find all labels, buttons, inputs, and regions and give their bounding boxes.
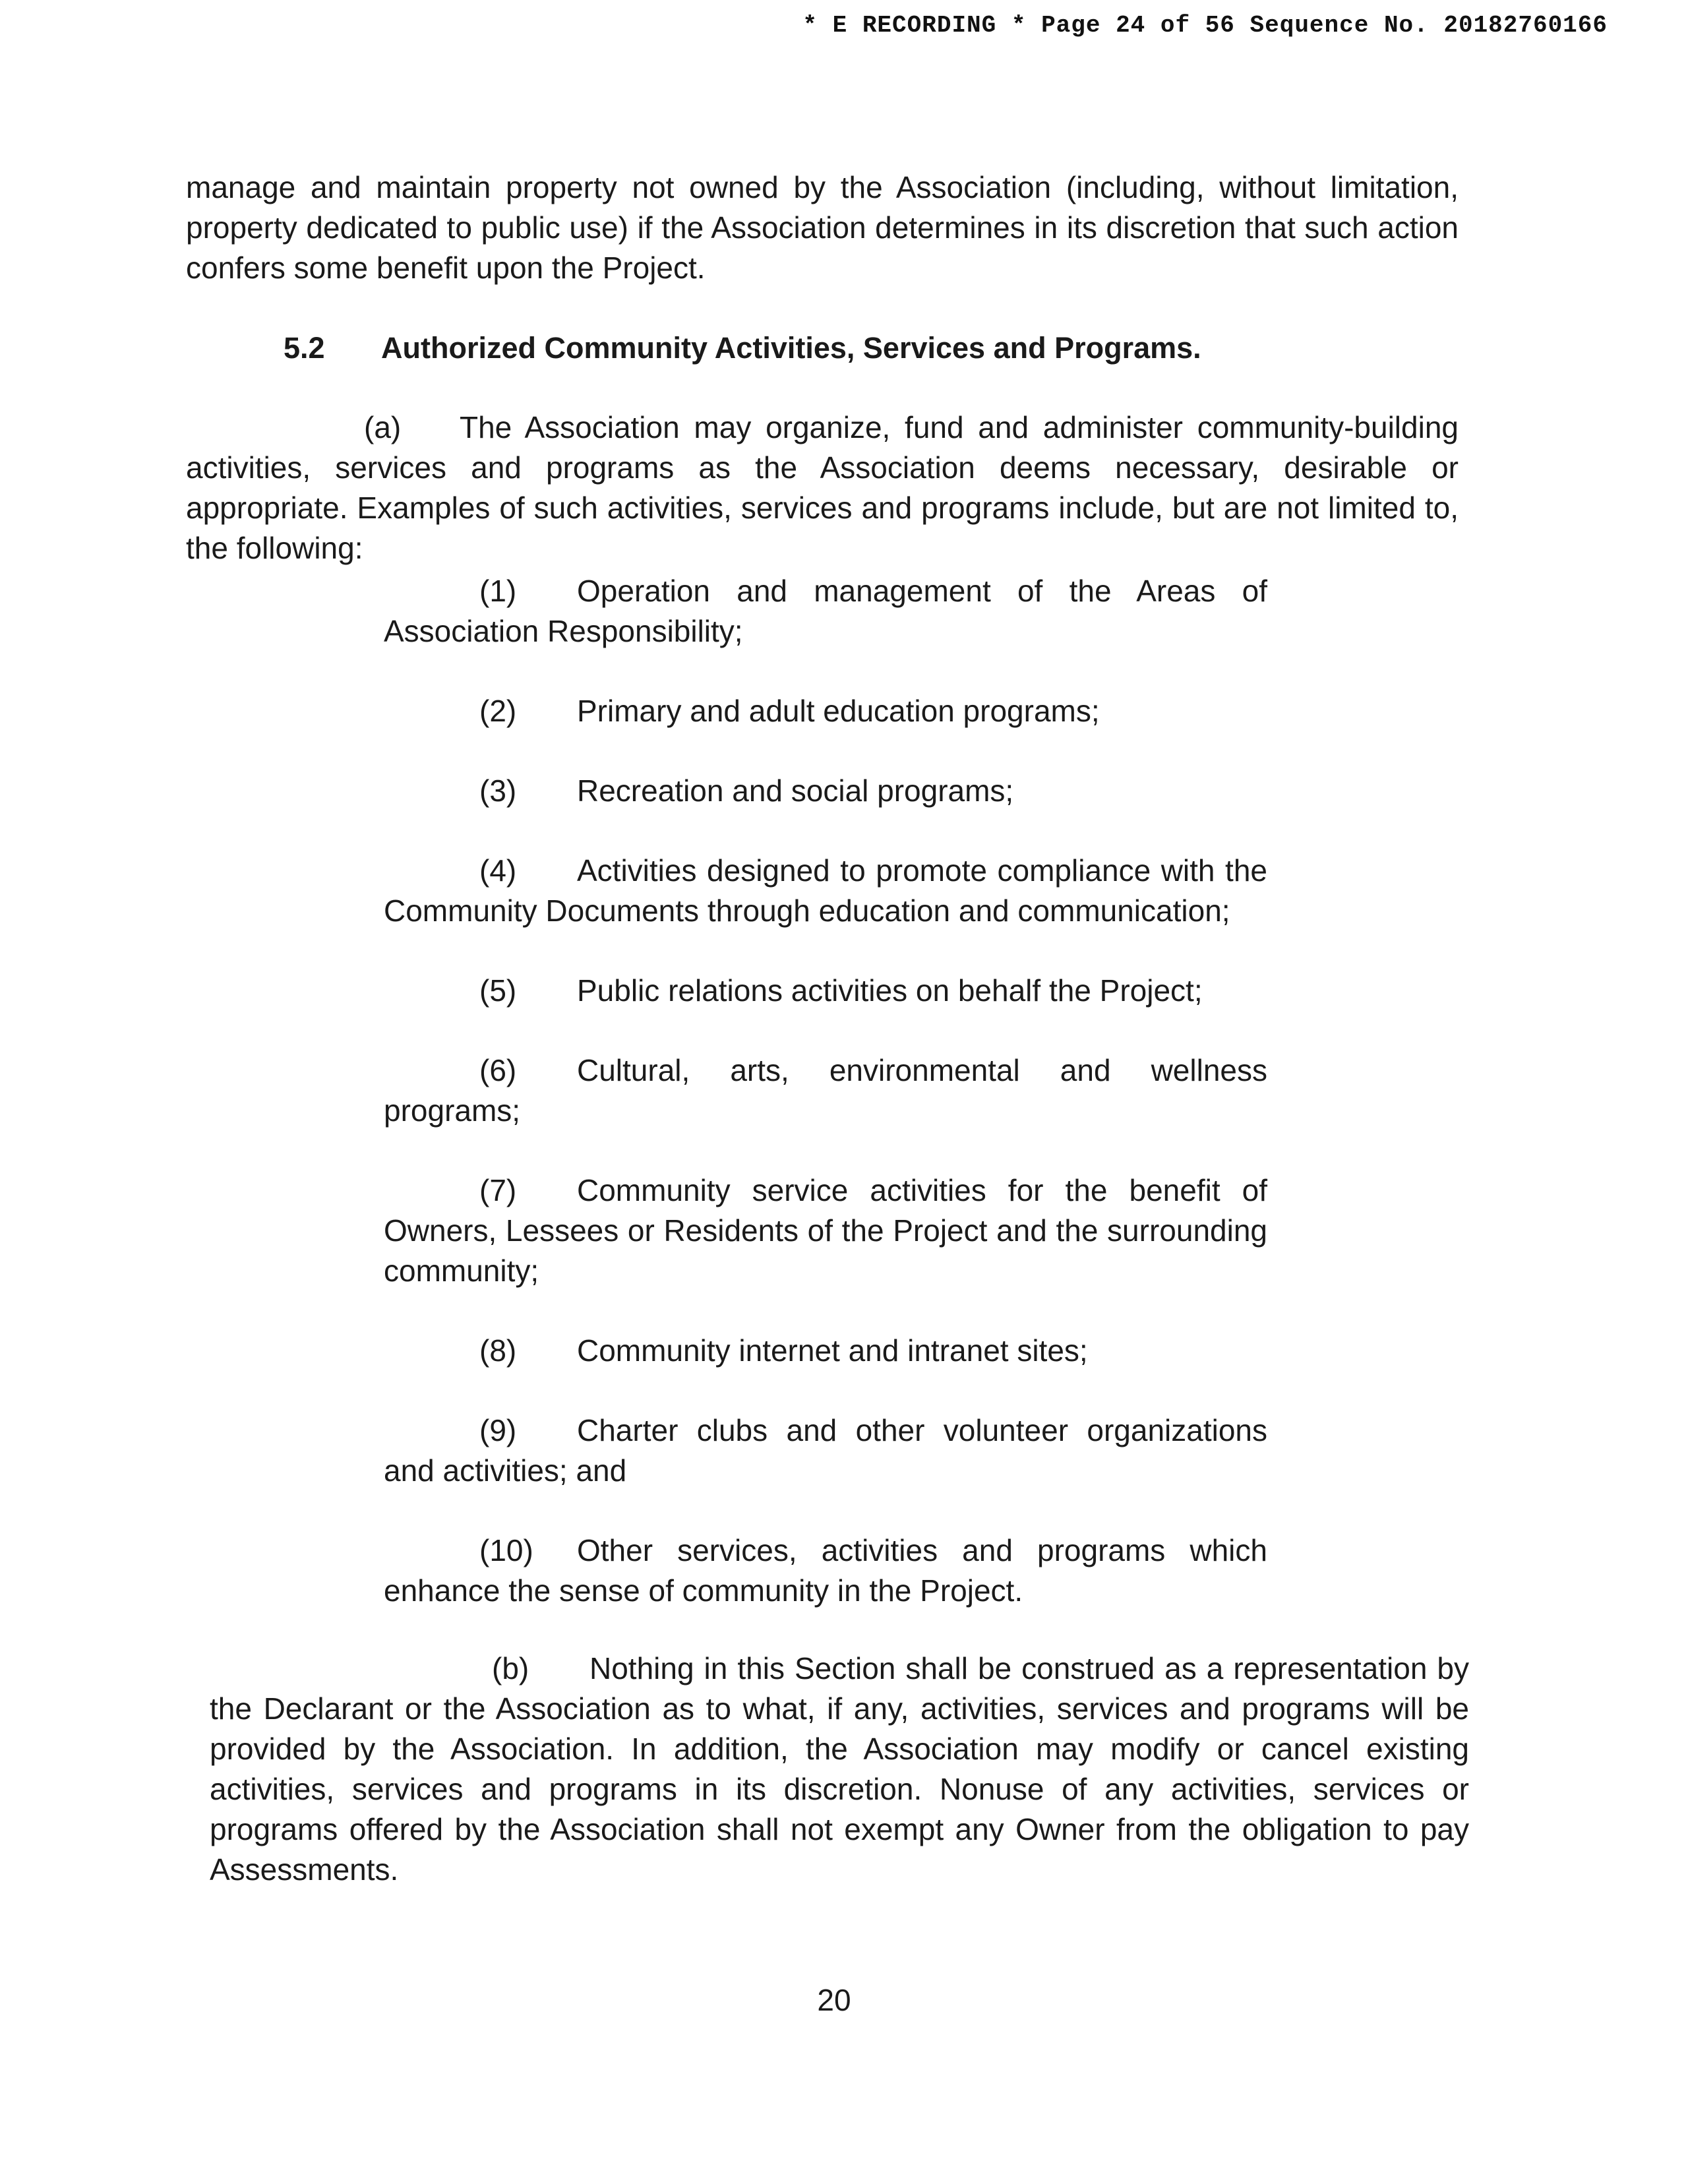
list-item bbox=[384, 1170, 1267, 1291]
list-item-text: Charter clubs and other volunteer organizations and activities; and bbox=[384, 1413, 1267, 1488]
list-item-text: Community service activities for the benefit of Owners, Lessees or Residents of the Project and the surrounding community; bbox=[384, 1173, 1267, 1288]
list-item-text: Operation and management of the Areas of Association Responsibility; bbox=[384, 574, 1267, 648]
list-item-marker: (10) bbox=[479, 1533, 533, 1567]
list-item-text: Primary and adult education programs; bbox=[577, 694, 1100, 728]
list-item-marker: (9) bbox=[479, 1413, 517, 1447]
list-item bbox=[384, 1410, 1267, 1491]
list-item bbox=[384, 1331, 1267, 1371]
list-item-marker: (6) bbox=[479, 1053, 517, 1087]
activities-list bbox=[384, 571, 1267, 1611]
recording-header: * E RECORDING * Page 24 of 56 Sequence No. 20182760166 bbox=[802, 12, 1608, 39]
list-item bbox=[384, 1531, 1267, 1611]
list-item-marker: (3) bbox=[479, 774, 517, 808]
list-item-marker: (8) bbox=[479, 1333, 517, 1368]
list-item-text: Activities designed to promote compliance with the Community Documents through education and communication; bbox=[384, 853, 1267, 928]
continuation-paragraph: manage and maintain property not owned by the Association (including, without limitation, property dedicated to public use) if the Association determines in its discretion that such action confers some benefit upon the Project. bbox=[186, 170, 1459, 285]
list-item bbox=[384, 771, 1267, 811]
list-item bbox=[384, 851, 1267, 931]
list-item-text: Cultural, arts, environmental and wellness programs; bbox=[384, 1053, 1267, 1128]
paragraph-a bbox=[186, 408, 1459, 568]
list-item-marker: (5) bbox=[479, 973, 517, 1008]
paragraph-a-marker: (a) bbox=[364, 410, 402, 444]
list-item bbox=[384, 691, 1267, 731]
paragraph-b-marker: (b) bbox=[492, 1651, 529, 1685]
list-item-marker: (7) bbox=[479, 1173, 517, 1207]
paragraph-b-text: Nothing in this Section shall be construed as a representation by the Declarant or the Association as to what, if any, activities, services and programs will be provided by the Association. In addition, the Association may modify or cancel existing activities, services and programs in its discretion. Nonuse of any activities, services or programs offered by the Association shall not exempt any Owner from the obligation to pay Assessments. bbox=[210, 1651, 1469, 1887]
paragraph-b bbox=[210, 1649, 1469, 1890]
section-title: Authorized Community Activities, Services and Programs. bbox=[381, 331, 1201, 365]
section-heading bbox=[284, 331, 1201, 365]
paragraph-a-text: The Association may organize, fund and administer community-building activities, services and programs as the Association deems necessary, desirable or appropriate. Examples of such activities, services and programs include, but are not limited to, the following: bbox=[186, 410, 1459, 565]
list-item bbox=[384, 571, 1267, 652]
list-item-text: Community internet and intranet sites; bbox=[577, 1333, 1088, 1368]
list-item-text: Other services, activities and programs which enhance the sense of community in the Project. bbox=[384, 1533, 1267, 1608]
list-item-marker: (1) bbox=[479, 574, 517, 608]
list-item bbox=[384, 971, 1267, 1011]
list-item bbox=[384, 1050, 1267, 1131]
list-item-marker: (4) bbox=[479, 853, 517, 888]
list-item-text: Recreation and social programs; bbox=[577, 774, 1014, 808]
section-number: 5.2 bbox=[284, 331, 325, 365]
list-item-text: Public relations activities on behalf the Project; bbox=[577, 973, 1203, 1008]
page-number: 20 bbox=[817, 1983, 851, 2017]
list-item-marker: (2) bbox=[479, 694, 517, 728]
